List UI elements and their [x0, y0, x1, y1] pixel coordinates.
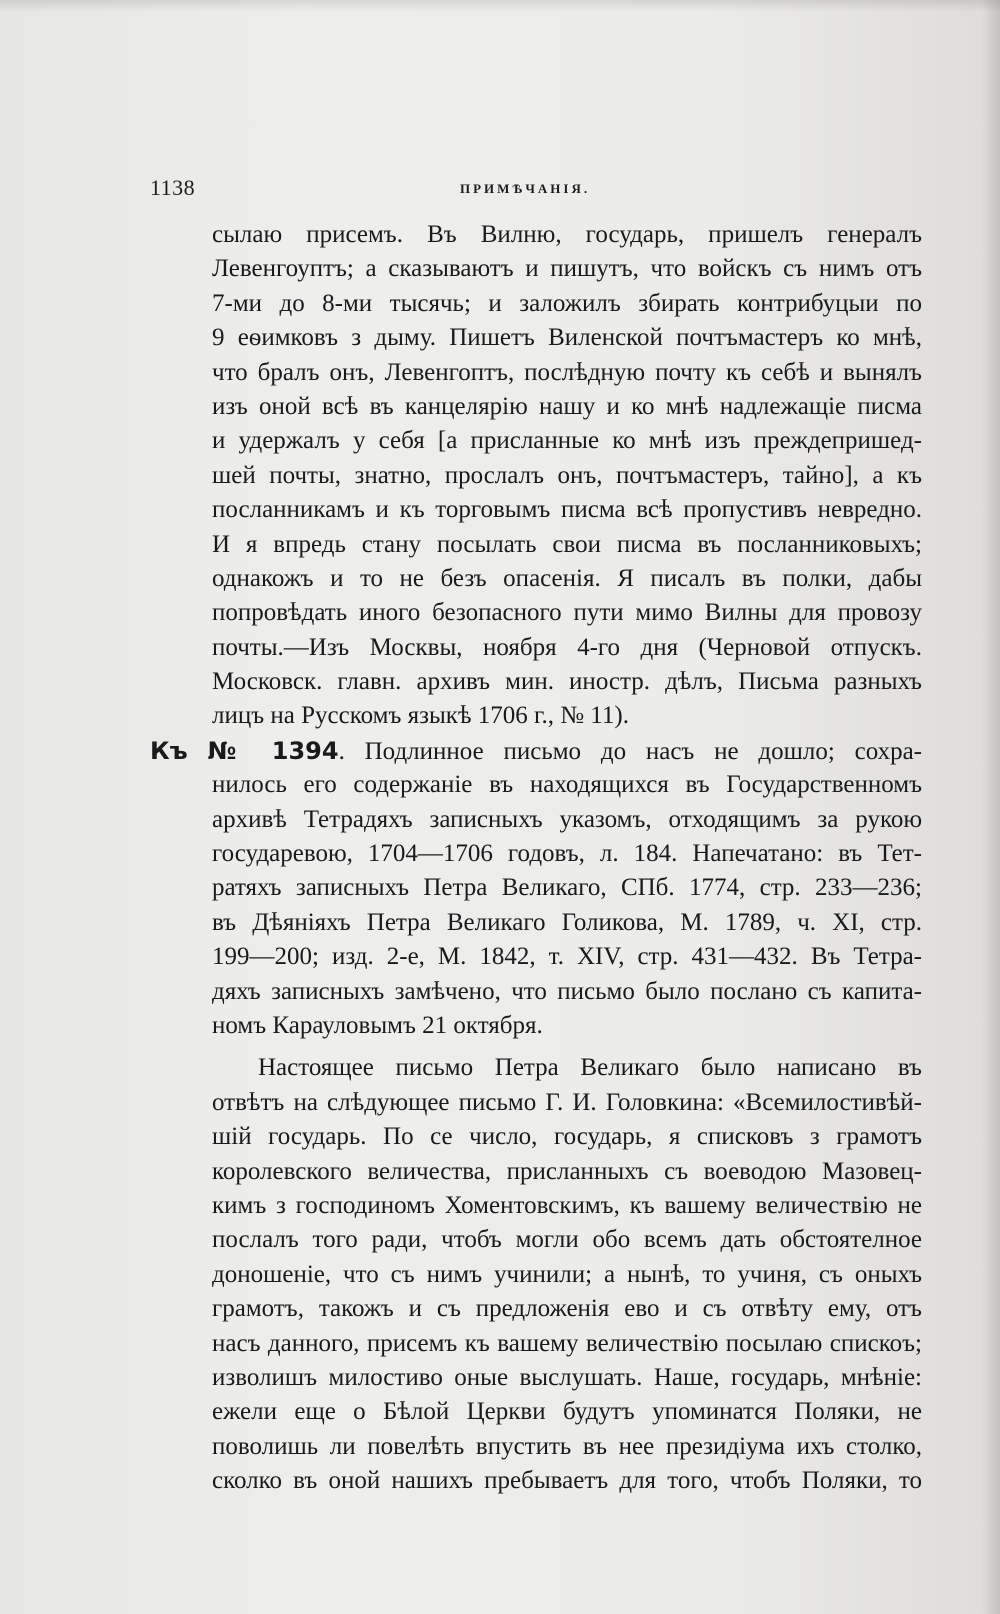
text-line: кимъ з господиномъ Хоментовскимъ, къ вашему величествію не	[212, 1191, 922, 1219]
text-line: Настоящее письмо Петра Великаго было написано въ	[258, 1054, 922, 1082]
text-line: Московск. главн. архивъ мин. иностр. дѣлъ, Письма разныхъ	[212, 668, 922, 696]
text-line: послалъ того ради, чтобъ могли обо всемъ дать обстоятелное	[212, 1226, 922, 1254]
reference-label: Къ	[150, 736, 188, 765]
text-line: 7-ми до 8-ми тысячь; и заложилъ збирать контрибуцыи по	[212, 289, 922, 317]
paragraph-golovkin-letter	[150, 1051, 922, 1498]
text-line: что бралъ онъ, Левенгоптъ, послѣдную почту къ себѣ и вынялъ	[212, 358, 922, 386]
text-line: сылаю присемъ. Въ Вилню, государь, пришелъ генералъ	[212, 221, 922, 248]
text-line: доношеніе, что съ нимъ учинили; а нынѣ, то учиня, съ оныхъ	[212, 1260, 922, 1288]
body-text	[150, 218, 922, 1498]
text-line: нилось его содержаніе въ находящихся въ Государственномъ	[212, 771, 922, 799]
text-line: въ Дѣяніяхъ Петра Великаго Голикова, М. 1789, ч. XI, стр.	[212, 908, 922, 936]
text-line: ратяхъ записныхъ Петра Великаго, СПб. 1774, стр. 233—236;	[212, 874, 922, 902]
text-line: изволишъ милостиво оные выслушать. Наше, государь, мнѣніе:	[212, 1363, 922, 1391]
text-line: изъ оной всѣ въ канцелярію нашу и ко мнѣ надлежащіе писма	[212, 392, 922, 420]
text-line: лицъ на Русскомъ языкѣ 1706 г., № 11).	[212, 702, 629, 730]
text-line: 199—200; изд. 2-е, М. 1842, т. XIV, стр. 431—432. Въ Тетра-	[212, 943, 922, 971]
text-line: насъ данного, присемъ къ вашему величествію посылаю спискоъ;	[212, 1329, 922, 1357]
text-line: посланникамъ и къ торговымъ писма всѣ пропустивъ невредно.	[212, 496, 922, 524]
text-line: почты.—Изъ Москвы, ноября 4-го дня (Черновой отпускъ.	[212, 633, 922, 661]
text-line: и удержалъ у себя [а присланные ко мнѣ изъ преждепришед-	[212, 427, 922, 455]
paragraph-letter-continuation	[150, 218, 922, 734]
text-line: архивѣ Тетрадяхъ записныхъ указомъ, отходящимъ за рукою	[212, 805, 922, 833]
page-shadow-top	[0, 0, 1000, 12]
reference-number: № 1394	[207, 736, 339, 765]
running-title: ПРИМѢЧАНІЯ.	[460, 181, 591, 196]
text-line: номъ Карауловымъ 21 октября.	[212, 1011, 543, 1039]
reference-first-line	[150, 734, 922, 768]
reference-text: . Подлинное письмо до насъ не дошло; сохра-	[338, 737, 922, 765]
text-line: Левенгоуптъ; а сказываютъ и пишутъ, что войскъ съ нимъ отъ	[212, 255, 922, 283]
text-line: попровѣдать иного безопасного пути мимо Вилны для провозу	[212, 599, 922, 627]
text-line: сколко въ оной нашихъ пребываетъ для того, чтобъ Поляки, то	[212, 1467, 922, 1495]
text-line: поволишь ли повелѣть впустить въ нее президіума ихъ столко,	[212, 1432, 922, 1460]
text-line: отвѣтъ на слѣдующее письмо Г. И. Головкина: «Всемилостивѣй-	[212, 1088, 922, 1116]
reference-entry-1394	[150, 734, 922, 1044]
text-line: 9 еѳимковъ з дыму. Пишетъ Виленской почтъмастеръ ко мнѣ,	[212, 324, 922, 352]
running-head	[150, 175, 920, 201]
text-line: ежели еще о Бѣлой Церкви будутъ упоминатся Поляки, не	[212, 1398, 922, 1426]
text-line: шій государь. По се число, государь, я списковъ з грамотъ	[212, 1123, 922, 1151]
text-line: однакожъ и то не безъ опасенія. Я писалъ въ полки, дабы	[212, 564, 922, 592]
page-shadow-right	[982, 0, 1000, 1614]
text-line: королевского величества, присланныхъ съ воеводою Мазовец-	[212, 1157, 922, 1185]
text-line: грамотъ, такожъ и съ предложенія ево и съ отвѣту ему, отъ	[212, 1295, 922, 1323]
paragraph-gap	[150, 1043, 922, 1051]
page-number: 1138	[150, 175, 196, 200]
text-line: шей почты, знатно, прослалъ онъ, почтъмастеръ, тайно], а къ	[212, 461, 922, 489]
text-line: И я впредь стану посылать свои писма въ посланниковыхъ;	[212, 530, 922, 558]
text-line: государевою, 1704—1706 годовъ, л. 184. Напечатано: въ Тет-	[212, 840, 922, 868]
text-line: дяхъ записныхъ замѣчено, что письмо было послано съ капита-	[212, 977, 922, 1005]
